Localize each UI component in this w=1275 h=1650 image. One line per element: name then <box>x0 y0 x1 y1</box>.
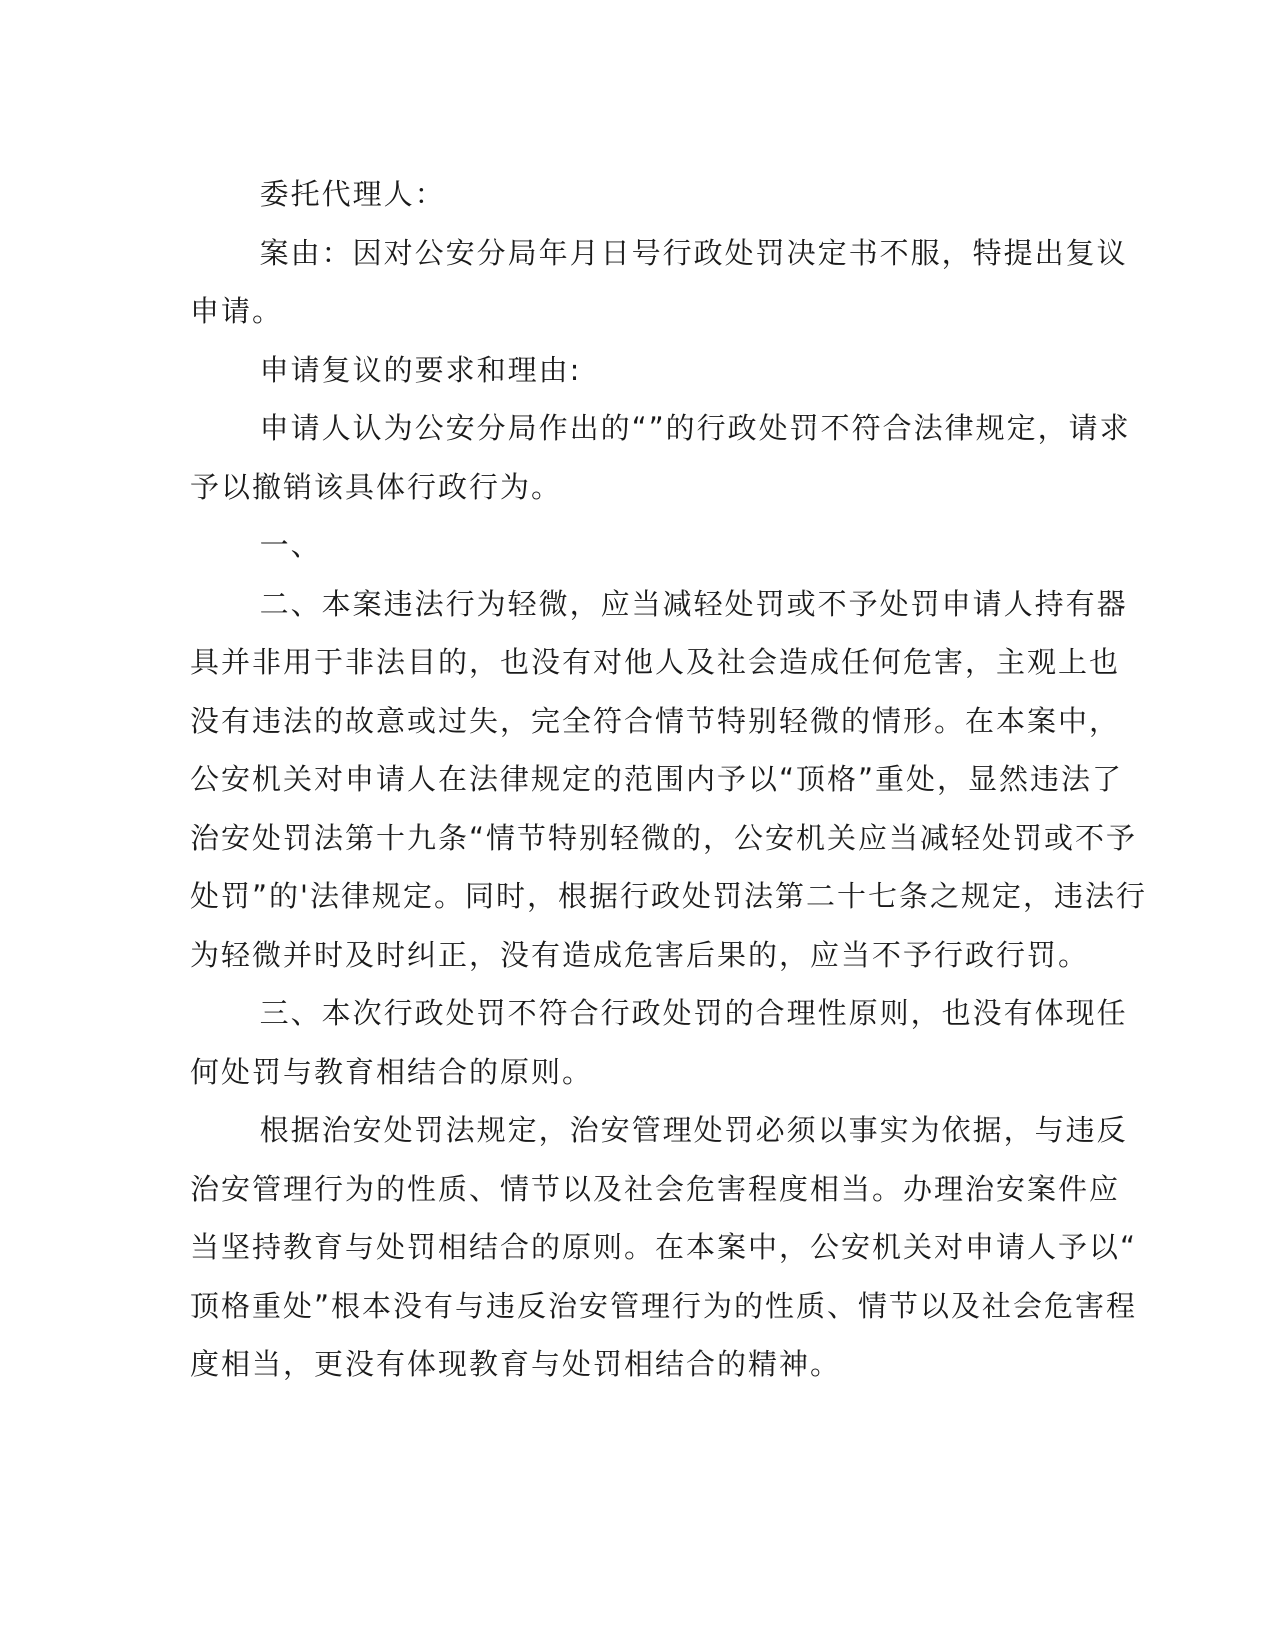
text-line: 治安管理行为的性质、情节以及社会危害程度相当。办理治安案件应 <box>190 1171 1121 1206</box>
text-line: 公安机关对申请人在法律规定的范围内予以“顶格”重处，显然违法了 <box>190 762 1124 796</box>
paragraph-agent <box>190 165 1070 224</box>
text-line: 根据治安处罚法规定，治安管理处罚必须以事实为依据，与违反 <box>259 1113 1128 1147</box>
text-line: 处罚”的'法律规定。同时，根据行政处罚法第二十七条之规定，违法行 <box>190 879 1147 913</box>
text-line: 申请。 <box>190 294 284 328</box>
document-page <box>190 165 1147 1394</box>
text-line: 委托代理人： <box>259 177 446 211</box>
text-line: 度相当，更没有体现教育与处罚相结合的精神。 <box>190 1347 842 1381</box>
text-line: 没有违法的故意或过失，完全符合情节特别轻微的情形。在本案中， <box>190 703 1121 738</box>
text-line: 二、本案违法行为轻微，应当减轻处罚或不予处罚申请人持有器 <box>259 586 1128 621</box>
text-line: 一、 <box>259 528 322 562</box>
text-line: 具并非用于非法目的，也没有对他人及社会造成任何危害，主观上也 <box>190 645 1121 679</box>
text-line: 申请人认为公安分局作出的“”的行政处罚不符合法律规定，请求 <box>259 411 1131 445</box>
text-line: 治安处罚法第十九条“情节特别轻微的，公安机关应当减轻处罚或不予 <box>190 820 1138 855</box>
text-line: 三、本次行政处罚不符合行政处罚的合理性原则，也没有体现任 <box>259 996 1128 1030</box>
text-line: 为轻微并时及时纠正，没有造成危害后果的，应当不予行政行罚。 <box>190 937 1090 972</box>
text-line: 顶格重处”根本没有与违反治安管理行为的性质、情节以及社会危害程 <box>190 1288 1138 1323</box>
text-line: 何处罚与教育相结合的原则。 <box>190 1054 594 1089</box>
paragraph-case-cause <box>190 224 1128 341</box>
paragraph-basis <box>190 1101 1138 1394</box>
paragraph-request <box>190 399 1131 516</box>
text-line: 予以撤销该具体行政行为。 <box>190 469 563 504</box>
text-line: 申请复议的要求和理由: <box>259 352 582 387</box>
paragraph-point-three <box>190 984 1128 1101</box>
text-line: 案由：因对公安分局年月日号行政处罚决定书不服，特提出复议 <box>259 235 1128 270</box>
paragraph-point-one <box>190 516 1070 575</box>
text-line: 当坚持教育与处罚相结合的原则。在本案中，公安机关对申请人予以“ <box>190 1230 1138 1264</box>
paragraph-point-two <box>190 575 1147 985</box>
paragraph-request-heading <box>190 341 1070 400</box>
